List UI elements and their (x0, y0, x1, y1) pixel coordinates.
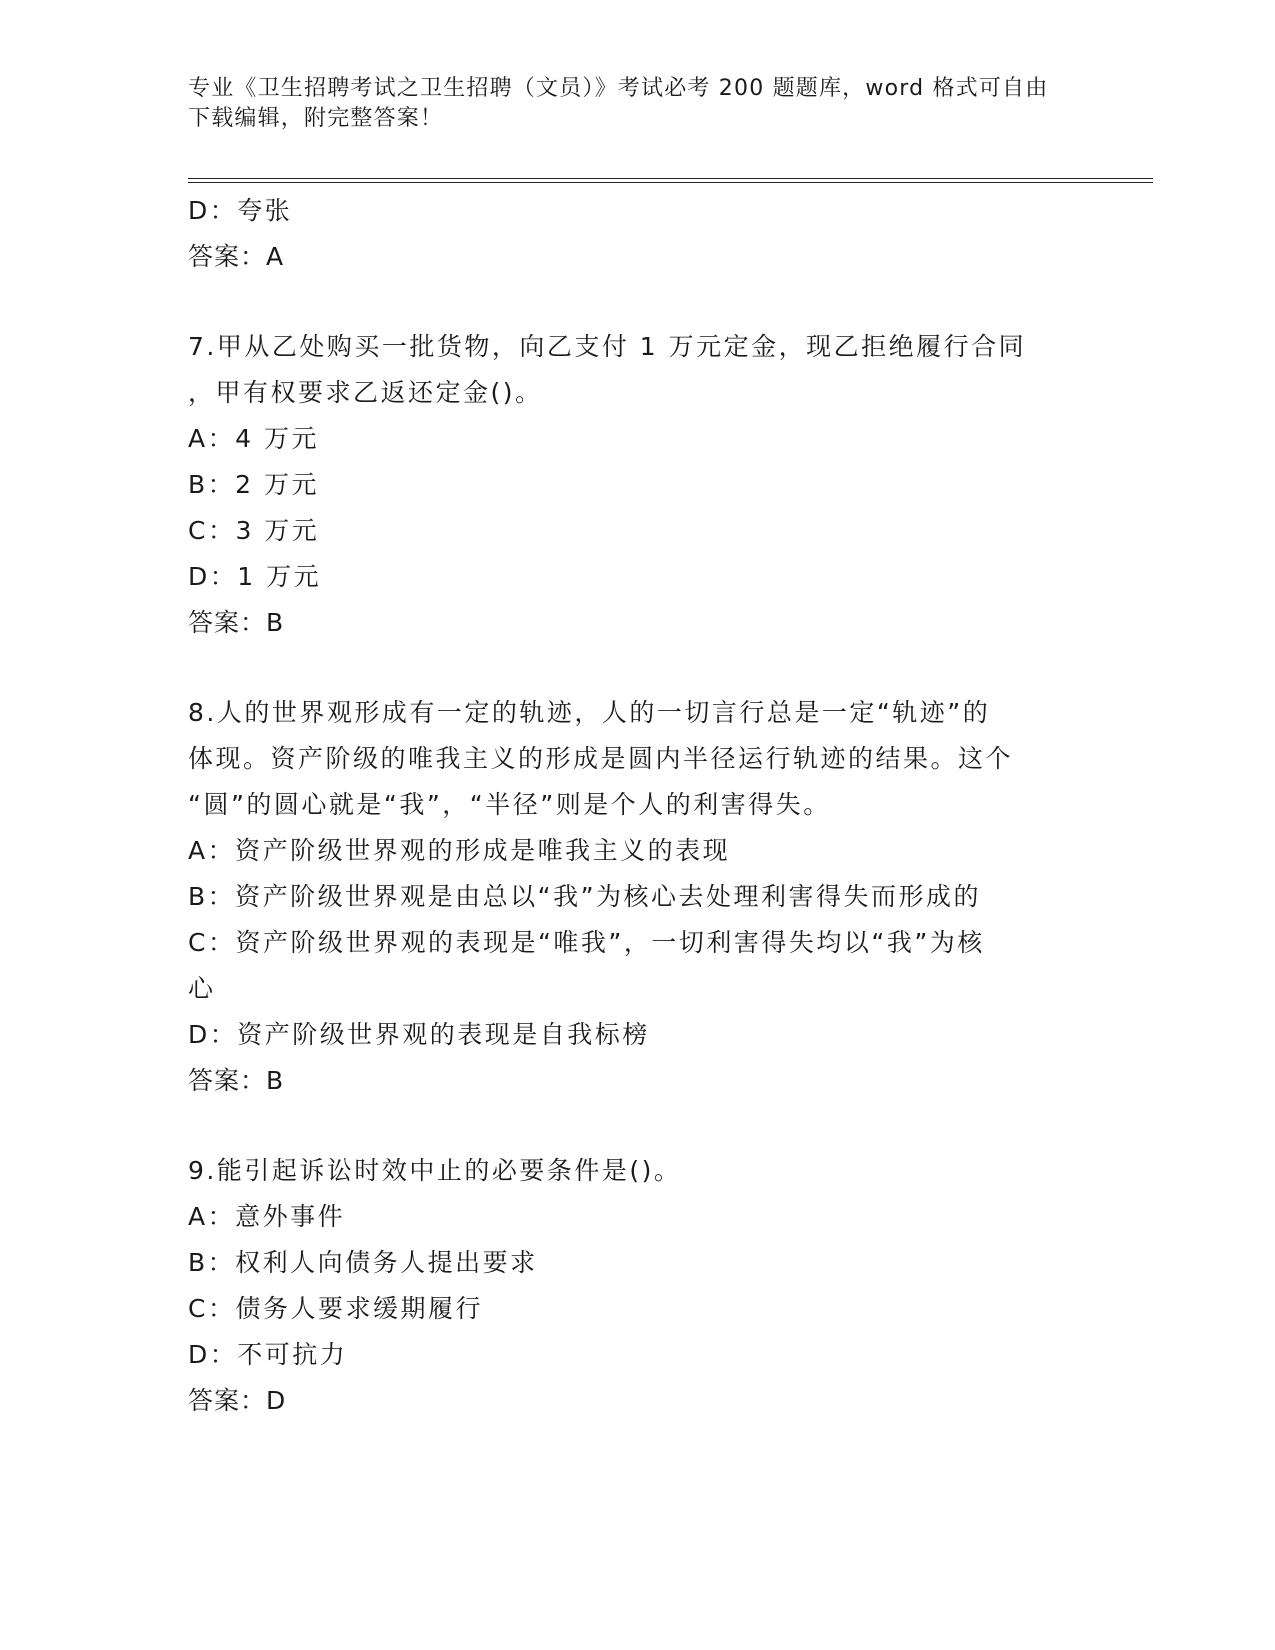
question-7 (188, 324, 1088, 646)
question-9-answer: 答案：D (188, 1386, 287, 1415)
document-header: 专业《卫生招聘考试之卫生招聘（文员）》考试必考 200 题题库，word 格式可自由下载编辑，附完整答案！ (188, 76, 1049, 131)
question-9-option-a: A：意外事件 (188, 1202, 346, 1231)
question-8-option-c-wrap: 心 (188, 974, 216, 1003)
question-7-option-a: A：4 万元 (188, 424, 319, 453)
question-8 (188, 690, 1088, 1104)
question-8-stem-line-2: 体现。资产阶级的唯我主义的形成是圆内半径运行轨迹的结果。这个 (188, 744, 1014, 773)
question-7-answer: 答案：B (188, 608, 285, 637)
question-7-stem-line-2: ，甲有权要求乙返还定金()。 (188, 378, 543, 407)
header-rule-top (188, 178, 1153, 179)
question-8-option-c: C：资产阶级世界观的表现是“唯我”，一切利害得失均以“我”为核 (188, 928, 985, 957)
question-9-stem-line-1: 9.能引起诉讼时效中止的必要条件是()。 (188, 1156, 682, 1185)
question-8-answer: 答案：B (188, 1066, 285, 1095)
question-7-option-b: B：2 万元 (188, 470, 320, 499)
question-9-option-c: C：债务人要求缓期履行 (188, 1294, 483, 1323)
question-9-option-b: B：权利人向债务人提出要求 (188, 1248, 538, 1277)
prev-option-d: D：夸张 (188, 196, 293, 225)
header-rule-bottom (188, 182, 1153, 183)
prev-answer: 答案：A (188, 242, 285, 271)
question-7-option-c: C：3 万元 (188, 516, 320, 545)
question-8-stem-line-3: “圆”的圆心就是“我”，“半径”则是个人的利害得失。 (188, 790, 831, 819)
question-8-option-a: A：资产阶级世界观的形成是唯我主义的表现 (188, 836, 731, 865)
question-7-option-d: D：1 万元 (188, 562, 322, 591)
question-8-stem-line-1: 8.人的世界观形成有一定的轨迹，人的一切言行总是一定“轨迹”的 (188, 698, 991, 727)
question-7-stem-line-1: 7.甲从乙处购买一批货物，向乙支付 1 万元定金，现乙拒绝履行合同 (188, 332, 1027, 361)
question-8-option-b: B：资产阶级世界观是由总以“我”为核心去处理利害得失而形成的 (188, 882, 982, 911)
question-9 (188, 1148, 1088, 1424)
question-content (188, 188, 1088, 1424)
question-9-option-d: D：不可抗力 (188, 1340, 348, 1369)
question-8-option-d: D：资产阶级世界观的表现是自我标榜 (188, 1020, 650, 1049)
